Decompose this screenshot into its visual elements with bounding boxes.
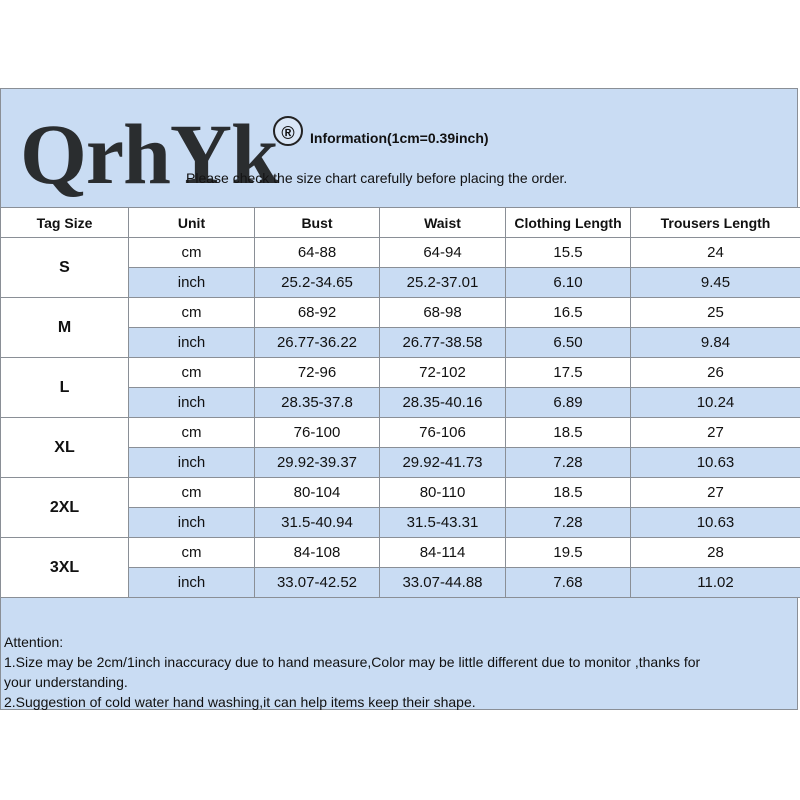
measurement-cell: 25.2-37.01 [380,268,506,298]
unit-cell: cm [129,418,255,448]
table-row [1,478,800,508]
measurement-cell: 64-94 [380,238,506,268]
measurement-cell: 11.02 [631,568,800,598]
measurement-cell: 76-106 [380,418,506,448]
measurement-cell: 25 [631,298,800,328]
measurement-cell: 68-92 [255,298,380,328]
measurement-cell: 9.84 [631,328,800,358]
unit-cell: inch [129,388,255,418]
unit-cell: inch [129,568,255,598]
column-header: Bust [255,208,380,238]
tag-size-cell: S [1,238,129,298]
attention-line-2: 2.Suggestion of cold water hand washing,it can help items keep their shape. [4,694,476,710]
measurement-cell: 80-104 [255,478,380,508]
column-header: Waist [380,208,506,238]
measurement-cell: 6.50 [506,328,631,358]
measurement-cell: 80-110 [380,478,506,508]
measurement-cell: 24 [631,238,800,268]
logo-text: QrhYk [20,106,278,202]
table-row [1,298,800,328]
size-table [0,207,800,598]
measurement-cell: 17.5 [506,358,631,388]
measurement-cell: 28.35-40.16 [380,388,506,418]
registered-mark: ® [273,116,303,146]
measurement-cell: 28.35-37.8 [255,388,380,418]
table-row [1,358,800,388]
attention-title: Attention: [4,634,64,650]
measurement-cell: 25.2-34.65 [255,268,380,298]
unit-cell: cm [129,358,255,388]
tag-size-cell: XL [1,418,129,478]
measurement-cell: 6.89 [506,388,631,418]
measurement-cell: 31.5-40.94 [255,508,380,538]
unit-cell: cm [129,238,255,268]
measurement-cell: 76-100 [255,418,380,448]
measurement-cell: 84-114 [380,538,506,568]
unit-cell: inch [129,448,255,478]
measurement-cell: 19.5 [506,538,631,568]
measurement-cell: 15.5 [506,238,631,268]
column-header: Trousers Length [631,208,800,238]
measurement-cell: 29.92-41.73 [380,448,506,478]
measurement-cell: 6.10 [506,268,631,298]
measurement-cell: 26.77-36.22 [255,328,380,358]
measurement-cell: 27 [631,478,800,508]
column-header: Unit [129,208,255,238]
brand-logo [20,103,278,202]
table-header-row [1,208,800,238]
measurement-cell: 10.24 [631,388,800,418]
instruction-text: Please check the size chart carefully before placing the order. [186,170,568,186]
measurement-cell: 7.28 [506,448,631,478]
measurement-cell: 7.68 [506,568,631,598]
measurement-cell: 26.77-38.58 [380,328,506,358]
attention-line-1: 1.Size may be 2cm/1inch inaccuracy due to hand measure,Color may be little different due to monitor ,thanks for [4,654,701,670]
attention-notes [4,632,794,712]
unit-cell: inch [129,328,255,358]
information-title: Information(1cm=0.39inch) [310,130,489,146]
measurement-cell: 33.07-44.88 [380,568,506,598]
measurement-cell: 31.5-43.31 [380,508,506,538]
table-row [1,418,800,448]
measurement-cell: 27 [631,418,800,448]
table-row [1,238,800,268]
measurement-cell: 84-108 [255,538,380,568]
attention-line-1b: your understanding. [4,674,128,690]
measurement-cell: 9.45 [631,268,800,298]
unit-cell: inch [129,268,255,298]
tag-size-cell: 2XL [1,478,129,538]
unit-cell: cm [129,478,255,508]
measurement-cell: 10.63 [631,508,800,538]
tag-size-cell: L [1,358,129,418]
measurement-cell: 64-88 [255,238,380,268]
measurement-cell: 33.07-42.52 [255,568,380,598]
tag-size-cell: M [1,298,129,358]
measurement-cell: 7.28 [506,508,631,538]
unit-cell: cm [129,298,255,328]
measurement-cell: 28 [631,538,800,568]
measurement-cell: 72-96 [255,358,380,388]
measurement-cell: 18.5 [506,478,631,508]
column-header: Tag Size [1,208,129,238]
measurement-cell: 26 [631,358,800,388]
measurement-cell: 68-98 [380,298,506,328]
measurement-cell: 10.63 [631,448,800,478]
measurement-cell: 72-102 [380,358,506,388]
table-row [1,538,800,568]
unit-cell: cm [129,538,255,568]
column-header: Clothing Length [506,208,631,238]
unit-cell: inch [129,508,255,538]
measurement-cell: 16.5 [506,298,631,328]
measurement-cell: 29.92-39.37 [255,448,380,478]
measurement-cell: 18.5 [506,418,631,448]
tag-size-cell: 3XL [1,538,129,598]
